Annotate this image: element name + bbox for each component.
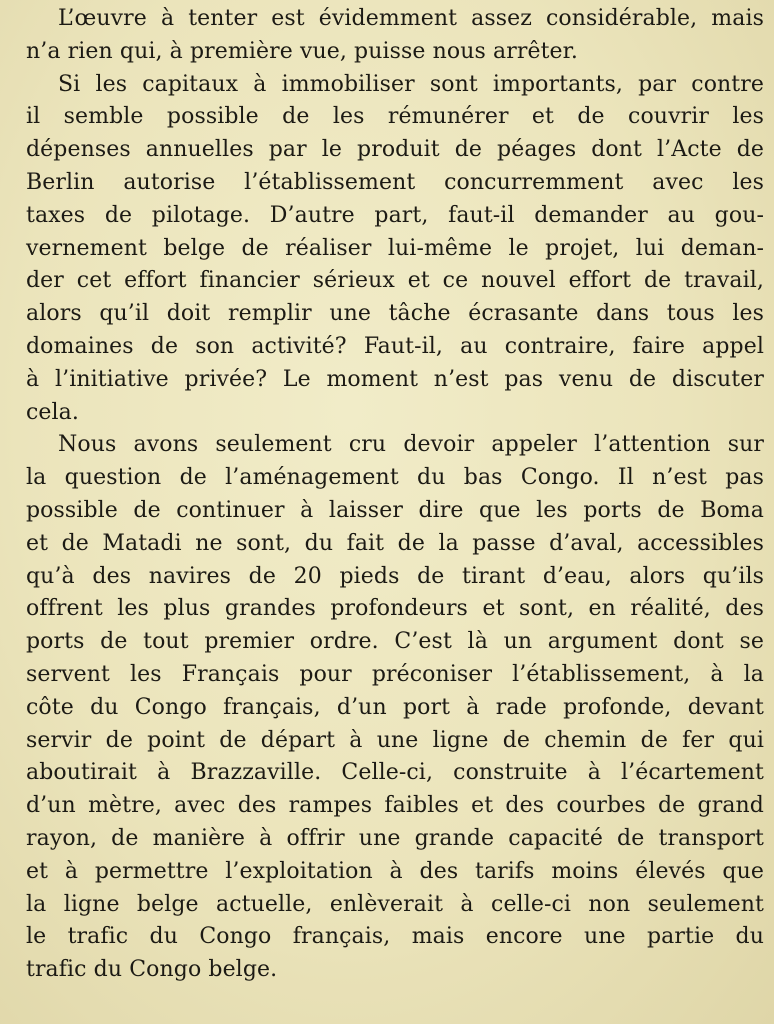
text-line: n’a rien qui, à première vue, puisse nous arrêter. [26,38,578,64]
text-line: offrent les plus grandes profondeurs et sont, en réalité, des [26,596,764,622]
text-line: à l’initiative privée? Le moment n’est pas venu de discuter [26,366,764,392]
text-line: Nous avons seulement cru devoir appeler l’attention sur [58,432,764,458]
text-line: la ligne belge actuelle, enlèverait à celle-ci non seulement [26,891,764,917]
text-line: L’œuvre à tenter est évidemment assez considérable, mais [58,6,764,31]
text-line: et à permettre l’exploitation à des tarifs moins élevés que [26,858,764,884]
text-line: la question de l’aménagement du bas Congo. Il n’est pas [26,465,764,491]
text-line: il semble possible de les rémunérer et de couvrir les [26,104,764,130]
text-line: alors qu’il doit remplir une tâche écrasante dans tous les [26,301,764,327]
text-line: aboutirait à Brazzaville. Celle-ci, construite à l’écartement [26,760,764,786]
text-line: côte du Congo français, d’un port à rade profonde, devant [26,694,764,720]
text-line: d’un mètre, avec des rampes faibles et des courbes de grand [26,793,764,819]
text-line: taxes de pilotage. D’autre part, faut-il demander au gou- [26,202,764,228]
text-line: possible de continuer à laisser dire que les ports de Boma [26,497,764,523]
text-line: ports de tout premier ordre. C’est là un argument dont se [26,629,764,655]
paragraph-3 [26,429,764,987]
text-line: domaines de son activité? Faut-il, au contraire, faire appel [26,333,764,359]
text-line: dépenses annuelles par le produit de péages dont l’Acte de [26,137,764,163]
paragraph-1 [26,3,764,69]
text-line: vernement belge de réaliser lui-même le projet, lui deman- [26,235,764,261]
text-line: qu’à des navires de 20 pieds de tirant d’eau, alors qu’ils [26,563,764,589]
text-line: Berlin autorise l’établissement concurremment avec les [26,169,764,195]
text-line: cela. [26,399,79,425]
text-line: der cet effort financier sérieux et ce nouvel effort de travail, [26,268,764,294]
text-line: Si les capitaux à immobiliser sont importants, par contre [58,71,764,97]
text-line: servent les Français pour préconiser l’établissement, à la [26,661,764,687]
text-line: et de Matadi ne sont, du fait de la passe d’aval, accessibles [26,530,764,556]
text-line: servir de point de départ à une ligne de chemin de fer qui [26,727,764,753]
text-line: rayon, de manière à offrir une grande capacité de transport [26,825,764,851]
text-line: le trafic du Congo français, mais encore une partie du [26,924,764,950]
paragraph-2 [26,69,764,430]
text-line: trafic du Congo belge. [26,957,278,983]
